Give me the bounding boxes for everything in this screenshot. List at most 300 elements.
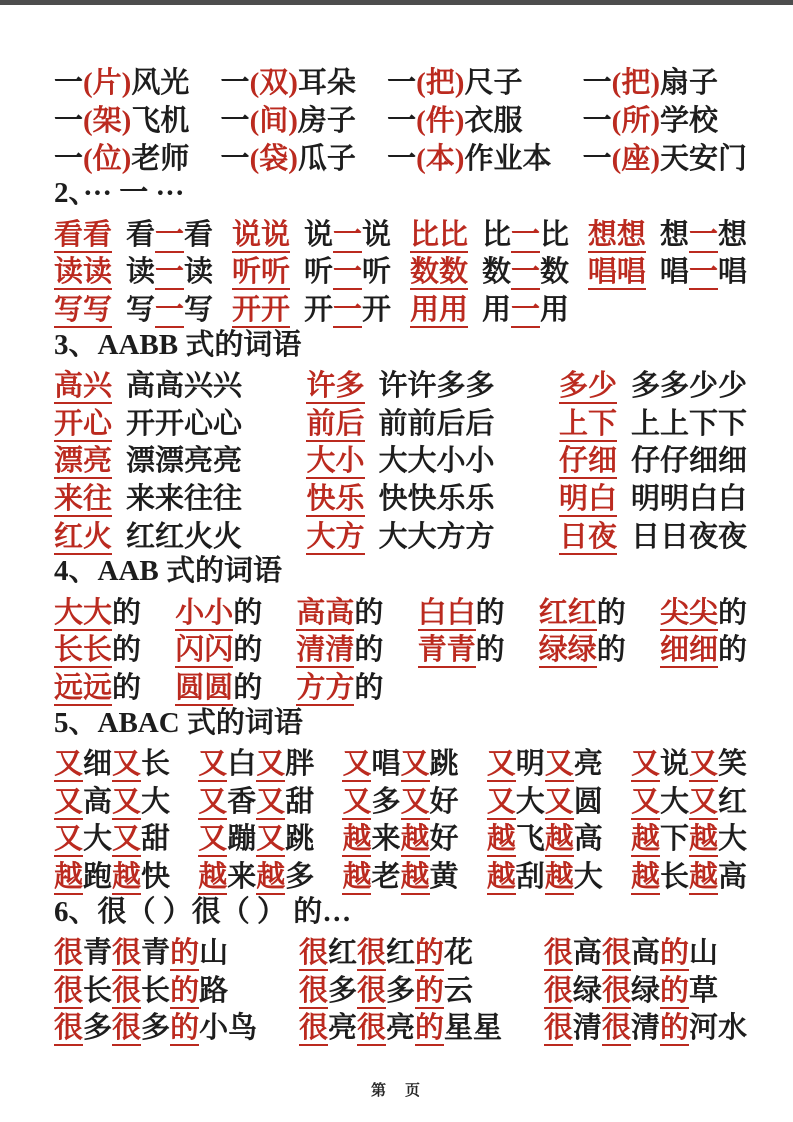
word-cell	[342, 856, 458, 894]
word-cell	[544, 969, 747, 1007]
plain-text: 天安门	[659, 143, 747, 175]
term	[126, 438, 242, 479]
plain-text: 一	[582, 105, 612, 138]
term	[342, 854, 458, 895]
highlighted-text: 越	[544, 823, 574, 856]
word-cell	[487, 780, 603, 818]
term	[54, 665, 141, 706]
term	[410, 287, 468, 328]
highlighted-text: 很	[601, 1012, 631, 1045]
term	[54, 816, 170, 857]
plain-text: 清	[572, 1012, 602, 1045]
word-cell	[583, 62, 747, 100]
term	[379, 438, 495, 479]
word-cell	[54, 629, 141, 667]
highlighted-text: (把)	[416, 67, 465, 100]
word-cell	[232, 289, 391, 327]
highlighted-text: 一	[333, 294, 363, 327]
highlighted-text: 很	[112, 974, 142, 1007]
plain-text: 多	[285, 861, 315, 894]
plain-text: 明	[515, 747, 545, 780]
word-cell	[559, 440, 747, 478]
plain-text: 大	[659, 785, 689, 818]
plain-text: 的	[354, 596, 384, 629]
plain-text: 亮	[386, 1012, 416, 1045]
highlighted-text: 又	[544, 747, 574, 780]
plain-text: 读	[184, 256, 214, 289]
plain-text: 想	[659, 218, 689, 251]
word-cell	[54, 856, 170, 894]
word-cell	[54, 364, 242, 402]
highlighted-text: 又	[198, 823, 228, 856]
term	[175, 590, 262, 631]
highlighted-text: 很	[298, 974, 328, 1007]
highlighted-text: 方方	[296, 672, 355, 705]
word-cell	[418, 591, 505, 629]
term	[379, 401, 495, 442]
highlighted-text: 的	[659, 1012, 689, 1045]
term	[126, 287, 213, 328]
word-cell	[539, 591, 626, 629]
word-cell	[410, 213, 569, 251]
highlighted-text: (本)	[416, 143, 465, 175]
term	[539, 590, 626, 631]
word-cell	[342, 742, 458, 780]
document-body	[0, 5, 793, 1045]
highlighted-text: 多少	[558, 369, 617, 402]
term	[306, 438, 364, 479]
plain-text: 香	[227, 785, 257, 818]
word-cell	[387, 62, 551, 100]
word-cell	[299, 1007, 502, 1045]
term	[126, 249, 213, 290]
term	[306, 401, 364, 442]
plain-text: 的	[112, 596, 142, 629]
term	[296, 627, 383, 668]
highlighted-text: 高高	[296, 596, 355, 629]
highlighted-text: 又	[400, 785, 430, 818]
plain-text: 花	[444, 936, 474, 969]
word-cell	[588, 251, 747, 289]
plain-text: 大	[573, 861, 603, 894]
term	[379, 476, 495, 517]
highlighted-text: (双)	[249, 67, 298, 100]
term	[54, 136, 189, 177]
highlighted-text: 的	[170, 1012, 200, 1045]
highlighted-text: 开心	[54, 407, 113, 440]
plain-text: 衣服	[464, 105, 523, 138]
highlighted-text: 白白	[417, 596, 476, 629]
word-cell	[54, 138, 189, 176]
plain-text: 老	[371, 861, 401, 894]
plain-text: 青	[83, 936, 113, 969]
term	[299, 1005, 502, 1046]
plain-text: 比	[481, 218, 511, 251]
plain-text: 一	[54, 105, 84, 138]
word-cell	[588, 213, 747, 251]
highlighted-text: 越	[342, 823, 372, 856]
word-cell	[306, 440, 494, 478]
plain-text: 一	[387, 67, 417, 100]
term	[126, 514, 242, 555]
term	[126, 212, 213, 253]
plain-text: 圆	[573, 785, 603, 818]
word-cell	[559, 402, 747, 440]
word-cell	[387, 100, 551, 138]
term	[198, 854, 314, 895]
term	[54, 60, 189, 101]
plain-text: 多	[141, 1012, 171, 1045]
plain-text: 读	[126, 256, 156, 289]
word-cell	[221, 138, 356, 176]
plain-text: 瓜子	[297, 143, 356, 175]
highlighted-text: 听听	[231, 256, 290, 289]
word-cell	[306, 516, 494, 554]
word-cell	[232, 251, 391, 289]
plain-text: 白	[227, 747, 257, 780]
term	[221, 136, 356, 177]
plain-text: 的	[112, 672, 142, 705]
term	[482, 212, 569, 253]
highlighted-text: 写写	[54, 294, 113, 327]
term	[54, 854, 170, 895]
highlighted-text: 大小	[306, 445, 365, 478]
word-cell	[539, 629, 626, 667]
plain-text: 一	[54, 67, 84, 100]
term	[296, 590, 383, 631]
plain-text: 刮	[515, 861, 545, 894]
highlighted-text: 一	[155, 256, 185, 289]
plain-text: 许许多多	[378, 369, 495, 402]
plain-text: 写	[184, 294, 214, 327]
plain-text: 快快乐乐	[378, 483, 495, 516]
word-cell	[54, 289, 213, 327]
term	[559, 514, 617, 555]
plain-text: 草	[688, 974, 718, 1007]
term	[54, 779, 170, 820]
term	[631, 854, 747, 895]
section-grid-x-yi-x	[54, 213, 747, 326]
plain-text: 扇子	[659, 67, 718, 100]
plain-text: 多	[327, 974, 357, 1007]
word-cell	[296, 629, 383, 667]
term	[54, 249, 112, 290]
word-cell	[487, 818, 603, 856]
term	[631, 476, 747, 517]
highlighted-text: (间)	[249, 105, 298, 138]
plain-text: 的	[112, 634, 142, 667]
section-grid-measure-words	[54, 62, 747, 175]
plain-text: 写	[126, 294, 156, 327]
word-cell	[296, 667, 383, 705]
term	[588, 212, 646, 253]
plain-text: 高	[717, 861, 747, 894]
highlighted-text: 尖尖	[659, 596, 718, 629]
term	[306, 363, 364, 404]
plain-text: 多	[386, 974, 416, 1007]
term	[559, 363, 617, 404]
highlighted-text: 高兴	[54, 369, 113, 402]
term	[232, 212, 290, 253]
plain-text: 老师	[131, 143, 190, 175]
term	[660, 590, 747, 631]
term	[660, 212, 747, 253]
plain-text: 青	[141, 936, 171, 969]
highlighted-text: 越	[486, 861, 516, 894]
highlighted-text: 的	[659, 974, 689, 1007]
word-cell	[198, 742, 314, 780]
term	[631, 438, 747, 479]
highlighted-text: (位)	[83, 143, 132, 175]
highlighted-text: 很	[356, 936, 386, 969]
plain-text: 的	[233, 672, 263, 705]
term	[198, 741, 314, 782]
term	[387, 98, 522, 139]
highlighted-text: 的	[415, 936, 445, 969]
plain-text: 前前后后	[378, 407, 495, 440]
highlighted-text: 又	[112, 747, 142, 780]
word-cell	[54, 62, 189, 100]
highlighted-text: 很	[112, 936, 142, 969]
plain-text: 大	[83, 823, 113, 856]
highlighted-text: 很	[601, 974, 631, 1007]
plain-text: 长	[141, 747, 171, 780]
plain-text: 来来往往	[126, 483, 243, 516]
term	[410, 249, 468, 290]
word-cell	[198, 780, 314, 818]
term	[631, 779, 747, 820]
word-cell	[54, 591, 141, 629]
highlighted-text: 红火	[54, 520, 113, 553]
highlighted-text: 开开	[231, 294, 290, 327]
highlighted-text: 越	[342, 861, 372, 894]
highlighted-text: 又	[54, 785, 84, 818]
plain-text: 上上下下	[630, 407, 747, 440]
term	[583, 98, 718, 139]
highlighted-text: 又	[342, 747, 372, 780]
plain-text: 说	[659, 747, 689, 780]
term	[387, 136, 551, 177]
word-cell	[410, 251, 569, 289]
plain-text: 一	[220, 105, 250, 138]
plain-text: 日日夜夜	[630, 520, 747, 553]
plain-text: 风光	[131, 67, 190, 100]
highlighted-text: 很	[543, 974, 573, 1007]
word-cell	[410, 289, 569, 327]
term	[544, 968, 718, 1009]
word-cell	[296, 591, 383, 629]
plain-text: 听	[303, 256, 333, 289]
term	[299, 930, 473, 971]
word-cell	[54, 402, 242, 440]
term	[54, 476, 112, 517]
term	[544, 1005, 747, 1046]
highlighted-text: 的	[170, 974, 200, 1007]
highlighted-text: 远远	[54, 672, 113, 705]
word-cell	[342, 780, 458, 818]
term	[304, 212, 391, 253]
word-cell	[487, 742, 603, 780]
plain-text: 仔仔细细	[630, 445, 747, 478]
highlighted-text: 越	[486, 823, 516, 856]
highlighted-text: 的	[659, 936, 689, 969]
word-cell	[418, 629, 505, 667]
highlighted-text: 的	[170, 936, 200, 969]
term	[631, 514, 747, 555]
term	[304, 287, 391, 328]
highlighted-text: 一	[155, 294, 185, 327]
plain-text: 一	[220, 143, 250, 175]
highlighted-text: 又	[198, 747, 228, 780]
highlighted-text: 一	[510, 256, 540, 289]
highlighted-text: 小小	[175, 596, 234, 629]
plain-text: 好	[429, 785, 459, 818]
word-cell	[544, 1007, 747, 1045]
page-footer: 第 页	[370, 1083, 422, 1099]
plain-text: 数	[539, 256, 569, 289]
highlighted-text: (架)	[83, 105, 132, 138]
term	[54, 287, 112, 328]
highlighted-text: 快乐	[306, 483, 365, 516]
highlighted-text: 很	[298, 936, 328, 969]
term	[583, 136, 747, 177]
highlighted-text: 很	[54, 974, 84, 1007]
word-cell	[631, 780, 747, 818]
term	[54, 438, 112, 479]
term	[631, 741, 747, 782]
plain-text: 小鸟	[199, 1012, 258, 1045]
plain-text: 星星	[444, 1012, 503, 1045]
word-cell	[306, 478, 494, 516]
term	[559, 476, 617, 517]
term	[54, 363, 112, 404]
plain-text: 大大小小	[378, 445, 495, 478]
term	[487, 779, 603, 820]
plain-text: 的	[233, 596, 263, 629]
highlighted-text: 越	[54, 861, 84, 894]
section-grid-aabb-words	[54, 364, 747, 553]
highlighted-text: 越	[112, 861, 142, 894]
plain-text: 用	[539, 294, 569, 327]
highlighted-text: 大方	[306, 520, 365, 553]
highlighted-text: 越	[630, 823, 660, 856]
highlighted-text: 红红	[538, 596, 597, 629]
highlighted-text: 又	[688, 747, 718, 780]
word-cell	[342, 818, 458, 856]
word-cell	[54, 1007, 257, 1045]
highlighted-text: 看看	[54, 218, 113, 251]
highlighted-text: 一	[155, 218, 185, 251]
highlighted-text: 的	[415, 974, 445, 1007]
word-cell	[54, 742, 170, 780]
term	[379, 514, 495, 555]
plain-text: 用	[481, 294, 511, 327]
highlighted-text: 又	[486, 785, 516, 818]
plain-text: 绿	[572, 974, 602, 1007]
term	[487, 816, 603, 857]
plain-text: 跳	[429, 747, 459, 780]
plain-text: 作业本	[464, 143, 552, 175]
term	[342, 741, 458, 782]
plain-text: 唱	[659, 256, 689, 289]
section-grid-hen-hen-de	[54, 931, 747, 1044]
highlighted-text: 又	[630, 785, 660, 818]
word-cell	[631, 742, 747, 780]
plain-text: 多	[83, 1012, 113, 1045]
term	[559, 438, 617, 479]
section-heading-aabb-words: 3、AABB 式的词语	[54, 328, 302, 361]
highlighted-text: 圆圆	[175, 672, 234, 705]
highlighted-text: 长长	[54, 634, 113, 667]
section-heading-hen-hen-de: 6、很（ ）很（ ） 的…	[54, 895, 352, 928]
word-cell	[559, 478, 747, 516]
highlighted-text: 又	[688, 785, 718, 818]
highlighted-text: 很	[54, 936, 84, 969]
highlighted-text: 仔细	[558, 445, 617, 478]
highlighted-text: 想想	[587, 218, 646, 251]
plain-text: 高	[572, 936, 602, 969]
plain-text: 比	[539, 218, 569, 251]
plain-text: 唱	[717, 256, 747, 289]
highlighted-text: 数数	[409, 256, 468, 289]
word-cell	[54, 780, 170, 818]
term	[418, 627, 505, 668]
plain-text: 的	[354, 672, 384, 705]
highlighted-text: 一	[688, 218, 718, 251]
term	[487, 741, 603, 782]
section-heading-aab-words: 4、AAB 式的词语	[54, 555, 282, 588]
word-cell	[631, 818, 747, 856]
plain-text: 来	[371, 823, 401, 856]
highlighted-text: 一	[510, 218, 540, 251]
highlighted-text: 越	[256, 861, 286, 894]
term	[221, 98, 356, 139]
highlighted-text: 很	[543, 1012, 573, 1045]
highlighted-text: 又	[400, 747, 430, 780]
term	[559, 401, 617, 442]
word-cell	[54, 931, 257, 969]
highlighted-text: 又	[54, 747, 84, 780]
plain-text: 尺子	[464, 67, 523, 100]
term	[342, 816, 458, 857]
plain-text: 云	[444, 974, 474, 1007]
word-cell	[54, 251, 213, 289]
highlighted-text: 又	[256, 747, 286, 780]
section-grid-abac-words	[54, 742, 747, 893]
plain-text: 跑	[83, 861, 113, 894]
highlighted-text: 前后	[306, 407, 365, 440]
word-cell	[306, 402, 494, 440]
plain-text: 耳朵	[297, 67, 356, 100]
highlighted-text: 很	[601, 936, 631, 969]
term	[660, 249, 747, 290]
highlighted-text: 一	[510, 294, 540, 327]
highlighted-text: 说说	[231, 218, 290, 251]
plain-text: 大	[717, 823, 747, 856]
plain-text: 蹦	[227, 823, 257, 856]
highlighted-text: 清清	[296, 634, 355, 667]
word-cell	[221, 100, 356, 138]
word-cell	[583, 138, 747, 176]
term	[54, 98, 189, 139]
word-cell	[54, 213, 213, 251]
term	[631, 816, 747, 857]
word-cell	[232, 213, 391, 251]
word-cell	[198, 856, 314, 894]
plain-text: 清	[630, 1012, 660, 1045]
term	[54, 968, 228, 1009]
plain-text: 高高兴兴	[126, 369, 243, 402]
